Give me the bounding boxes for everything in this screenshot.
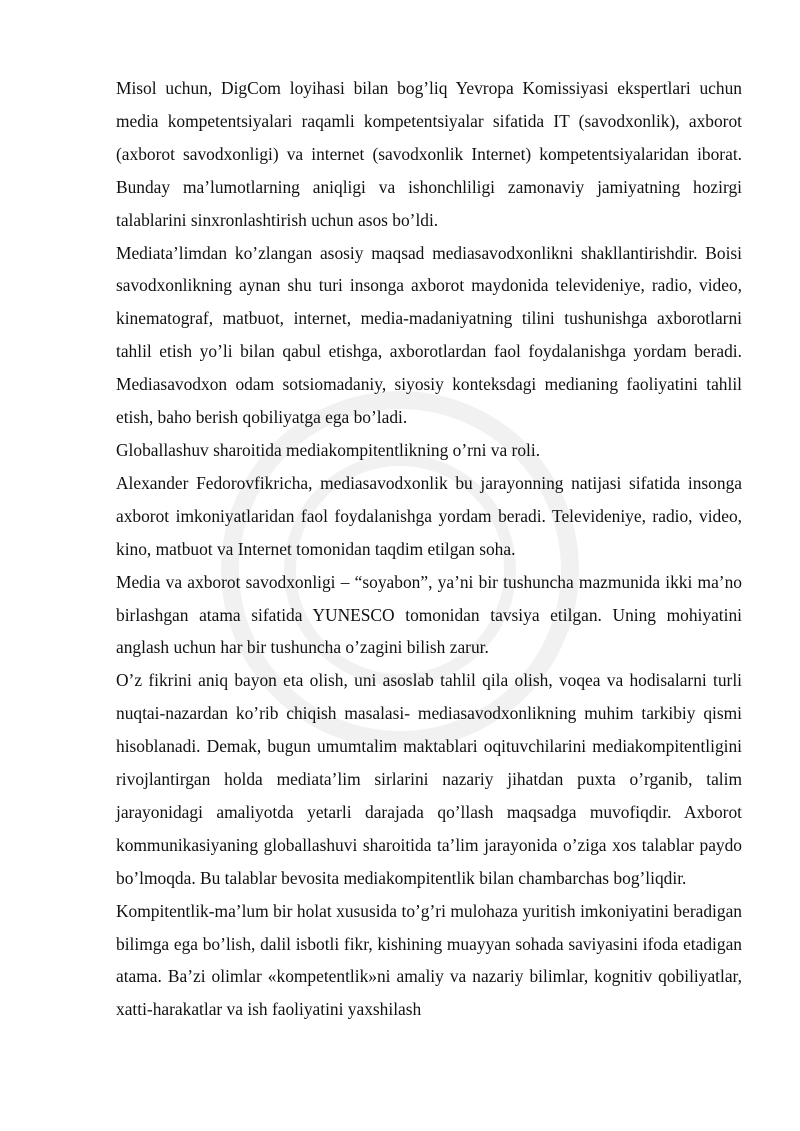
document-body [116, 72, 742, 1026]
paragraph-unesco: Media va axborot savodxonligi – “soyabon”, ya’ni bir tushuncha mazmunida ikki ma’no birlashgan atama sifatida YUNESCO tomonidan tavsiya etilgan. Uning mohiyatini anglash uchun har bir tushuncha o’zagini bilish zarur. [116, 571, 742, 658]
paragraph-digcom: Misol uchun, DigCom loyihasi bilan bog’liq Yevropa Komissiyasi ekspertlari uchun media kompetentsiyalari raqamli kompetentsiyalar sifatida IT (savodxonlik), axborot (axborot savodxonligi) va internet (savodxonlik Internet) kompetentsiyalaridan iborat. Bunday ma’lumotlarning aniqligi va ishonchliligi zamonaviy jamiyatning hozirgi talablarini sinxronlashtirish uchun asos bo’ldi. [116, 78, 742, 230]
paragraph-competence-definition: Kompitentlik-ma’lum bir holat xususida to’g’ri mulohaza yuritish imkoniyatini beradigan bilimga ega bo’lish, dalil isbotli fikr, kishining muayyan sohada saviyasini ifoda etadigan atama. Ba’zi olimlar «kompetentlik»ni amaliy va nazariy bilimlar, kognitiv qobiliyatlar, xatti-harakatlar va ish faoliyatini yaxshilash [116, 900, 742, 1020]
paragraph-mediatalim-goal: Mediata’limdan ko’zlangan asosiy maqsad mediasavodxonlikni shakllantirishdir. Boisi savodxonlikning aynan shu turi insonga axborot maydonida televideniye, radio, video, kinematograf, matbuot, internet, media-madaniyatning tilini tushunishga axborotlarni tahlil etish yo’li bilan qabul etishga, axborotlardan faol foydalanishga yordam beradi. Mediasavodxon odam sotsiomadaniy, siyosiy konteksdagi medianing faoliyatini tahlil etish, baho berish qobiliyatga ega bo’ladi. [116, 242, 742, 428]
paragraph-heading-globalization: Globallashuv sharoitida mediakompitentlikning o’rni va roli. [116, 439, 541, 460]
paragraph-fedorov: Alexander Fedorovfikricha, mediasavodxonlik bu jarayonning natijasi sifatida insonga axborot imkoniyatlaridan faol foydalanishga yordam beradi. Televideniye, radio, video, kino, matbuot va Internet tomonidan taqdim etilgan soha. [116, 472, 742, 559]
paragraph-opinion: O’z fikrini aniq bayon eta olish, uni asoslab tahlil qila olish, voqea va hodisalarni turli nuqtai-nazardan ko’rib chiqish masalasi- mediasavodxonlikning muhim tarkibiy qismi hisoblanadi. Demak, bugun umumtalim maktablari oqituvchilarini mediakompitentligini rivojlantirgan holda mediata’lim sirlarini nazariy jihatdan puxta o’rganib, talim jarayonidagi amaliyotda yetarli darajada qo’llash maqsadga muvofiqdir. Axborot kommunikasiyaning globallashuvi sharoitida ta’lim jarayonida o’ziga xos talablar paydo bo’lmoqda. Bu talablar bevosita mediakompitentlik bilan chambarchas bog’liqdir. [116, 670, 742, 888]
